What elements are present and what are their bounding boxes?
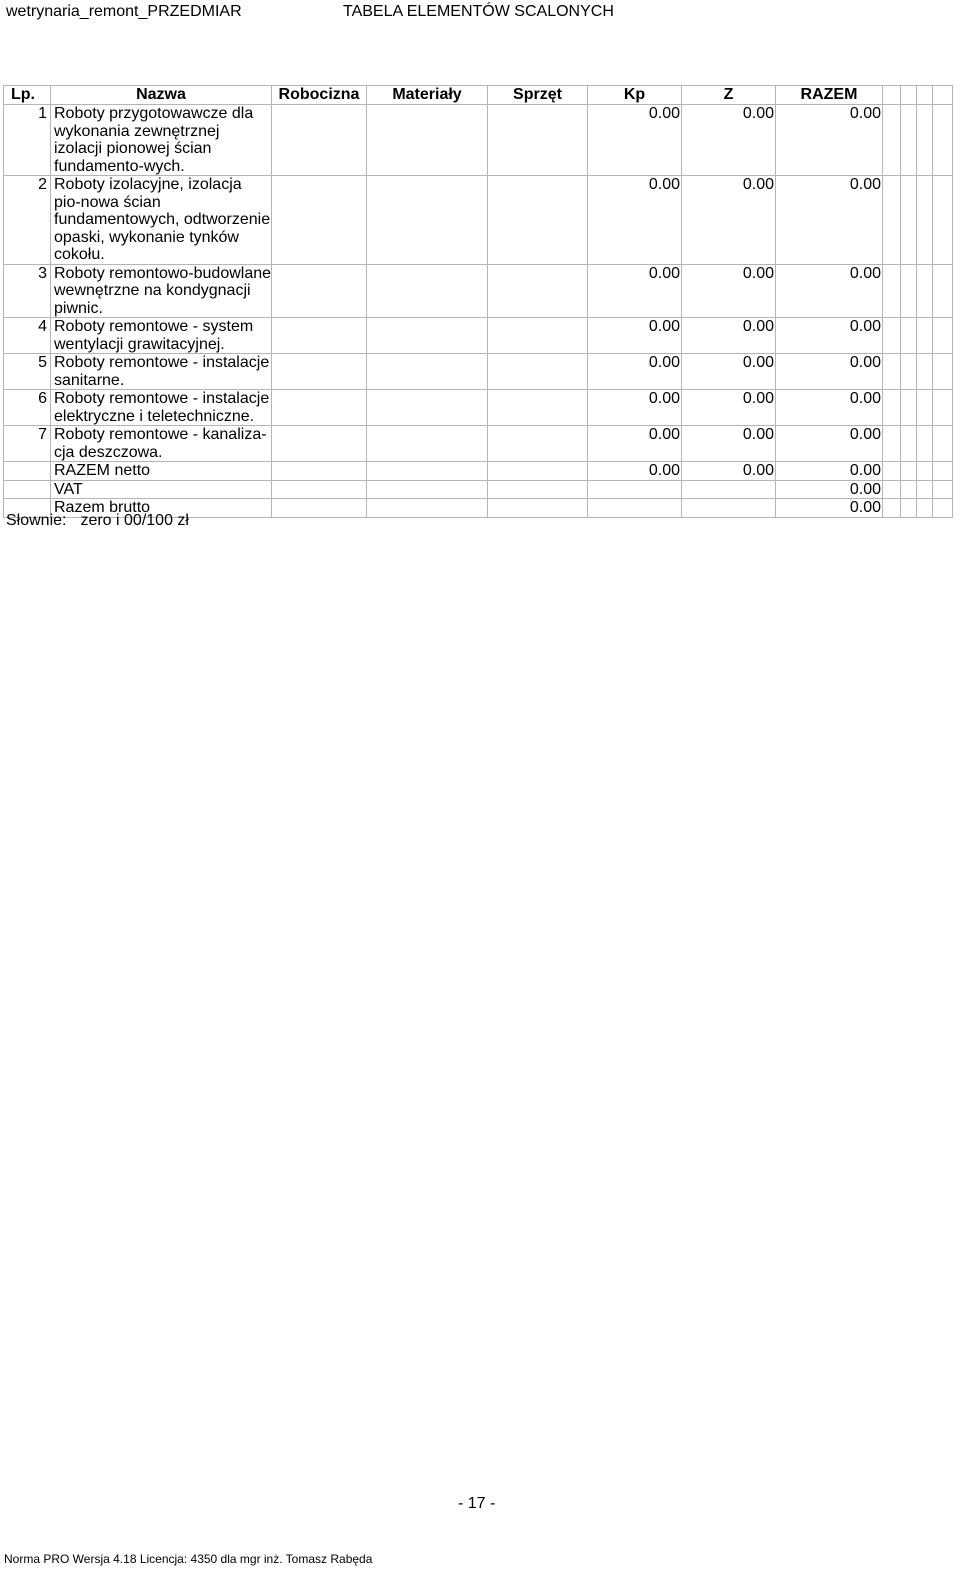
col-razem: RAZEM — [776, 86, 883, 105]
total-netto-row: RAZEM netto 0.00 0.00 0.00 — [4, 462, 953, 481]
file-name: wetrynaria_remont_PRZEDMIAR — [6, 3, 242, 20]
col-kp: Kp — [588, 86, 682, 105]
table-row: 2 Roboty izolacyjne, izolacja pio-nowa ścian fundamentowych, odtworzenie opaski, wykonanie tynków cokołu. 0.00 0.00 0.00 — [4, 176, 953, 265]
col-z: Z — [682, 86, 776, 105]
in-words-value: zero i 00/100 zł — [80, 512, 189, 529]
col-lp: Lp. — [4, 86, 51, 105]
table-row: 7 Roboty remontowe - kanaliza-cja deszczowa. 0.00 0.00 0.00 — [4, 426, 953, 462]
amount-in-words — [6, 512, 189, 530]
elements-table — [3, 85, 953, 518]
table-row: 3 Roboty remontowo-budowlane wewnętrzne na kondygnacji piwnic. 0.00 0.00 0.00 — [4, 264, 953, 318]
footer-license: Norma PRO Wersja 4.18 Licencja: 4350 dla mgr inż. Tomasz Rabęda — [4, 1552, 373, 1566]
table-header-row — [4, 86, 953, 105]
in-words-label: Słownie: — [6, 512, 67, 529]
table-row: 6 Roboty remontowe - instalacje elektryczne i teletechniczne. 0.00 0.00 0.00 — [4, 390, 953, 426]
col-nazwa: Nazwa — [51, 86, 272, 105]
table-row: 4 Roboty remontowe - system wentylacji grawitacyjnej. 0.00 0.00 0.00 — [4, 318, 953, 354]
total-brutto-row: Razem brutto 0.00 — [4, 499, 953, 518]
vat-row: VAT 0.00 — [4, 480, 953, 499]
section-title: TABELA ELEMENTÓW SCALONYCH — [343, 3, 614, 20]
table-row: 5 Roboty remontowe - instalacje sanitarne. 0.00 0.00 0.00 — [4, 354, 953, 390]
table-row: 1 Roboty przygotowawcze dla wykonania zewnętrznej izolacji pionowej ścian fundamento-wych. 0.00 0.00 0.00 — [4, 105, 953, 176]
col-sprzet: Sprzęt — [488, 86, 588, 105]
page-number: - 17 - — [458, 1495, 496, 1512]
col-robocizna: Robocizna — [272, 86, 367, 105]
col-materialy: Materiały — [367, 86, 488, 105]
